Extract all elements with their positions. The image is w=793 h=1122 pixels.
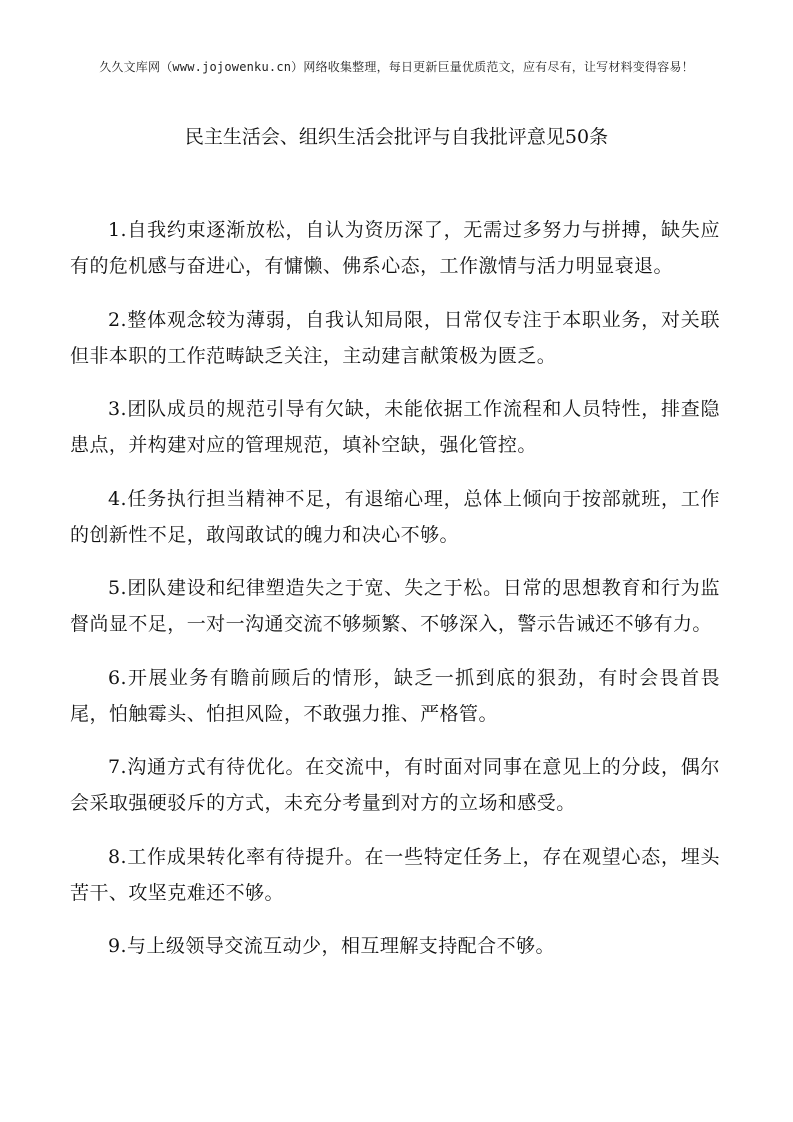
page-header-notice: 久久文库网（www.jojowenku.cn）网络收集整理，每日更新巨量优质范文，应有尽有，让写材料变得容易！ [99, 60, 694, 74]
list-item: 3.团队成员的规范引导有欠缺，未能依据工作流程和人员特性，排查隐患点，并构建对应的管理规范，填补空缺，强化管控。 [70, 398, 720, 456]
list-item: 2.整体观念较为薄弱，自我认知局限，日常仅专注于本职业务，对关联但非本职的工作范畴缺乏关注，主动建言献策极为匮乏。 [70, 308, 720, 367]
list-item: 6.开展业务有瞻前顾后的情形，缺乏一抓到底的狠劲，有时会畏首畏尾，怕触霉头、怕担风险，不敢强力推、严格管。 [70, 666, 720, 725]
list-item: 5.团队建设和纪律塑造失之于宽、失之于松。日常的思想教育和行为监督尚显不足，一对一沟通交流不够频繁、不够深入，警示告诫还不够有力。 [70, 577, 720, 635]
list-item: 4.任务执行担当精神不足，有退缩心理，总体上倾向于按部就班，工作的创新性不足，敢闯敢试的魄力和决心不够。 [70, 487, 720, 546]
list-item: 7.沟通方式有待优化。在交流中，有时面对同事在意见上的分歧，偶尔会采取强硬驳斥的方式，未充分考量到对方的立场和感受。 [70, 756, 720, 814]
list-item: 8.工作成果转化率有待提升。在一些特定任务上，存在观望心态，埋头苦干、攻坚克难还不够。 [70, 845, 720, 904]
list-item: 9.与上级领导交流互动少，相互理解支持配合不够。 [108, 935, 555, 957]
document-title: 民主生活会、组织生活会批评与自我批评意见50条 [184, 126, 609, 148]
list-item: 1.自我约束逐渐放松，自认为资历深了，无需过多努力与拼搏，缺失应有的危机感与奋进心，有慵懒、佛系心态，工作激情与活力明显衰退。 [70, 219, 720, 277]
document-body [70, 212, 720, 982]
